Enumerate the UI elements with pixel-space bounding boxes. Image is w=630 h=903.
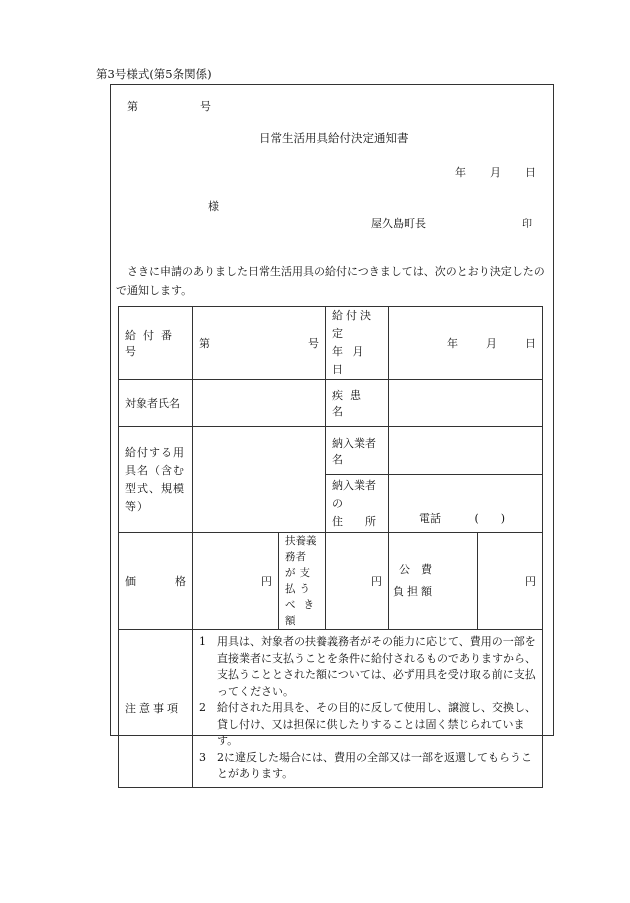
intro-text: さきに申請のありました日常生活用具の給付につきましては、次のとおり決定したので通知します。: [116, 265, 545, 297]
grant-table: [118, 306, 543, 788]
date-year: 年: [455, 166, 466, 179]
row-grant-number: [119, 307, 543, 380]
public-label: 公 費 負担額: [389, 533, 478, 630]
number-suffix: 号: [200, 100, 211, 113]
issuer-name: 屋久島町長: [371, 217, 426, 230]
number-prefix: 第: [127, 100, 138, 113]
phone-label: 電話: [419, 512, 441, 525]
notes-cell: [193, 630, 543, 788]
supplier-address-label: 納入業者の 住 所: [326, 475, 389, 533]
supplier-name-value: [389, 427, 543, 475]
disease-value: [389, 380, 543, 427]
person-name-value: [193, 380, 326, 427]
dependent-amount: 円: [326, 533, 389, 630]
grant-number-suffix: 号: [308, 337, 319, 350]
dependent-label: 扶養義務者 が支払う べき額: [279, 533, 326, 630]
person-name-label: 対象者氏名: [119, 380, 193, 427]
addressee-suffix: 様: [208, 200, 219, 213]
public-amount: 円: [478, 533, 543, 630]
supplier-address-value: [389, 475, 543, 533]
disease-label: 疾患名: [326, 380, 389, 427]
equipment-value: [193, 427, 326, 533]
note-item: 2 給付された用具を、その目的に反して使用し、譲渡し、交換し、貸し付け、又は担保に供したりすることは固く禁じられています。: [199, 701, 536, 747]
row-price: [119, 533, 543, 630]
note-item: 1 用具は、対象者の扶養義務者がその能力に応じて、費用の一部を直接業者に支払うことを条件に給付されるものでありますから、支払うこととされた額については、必ず用具を受け取る前に支払ってください。: [199, 635, 536, 698]
grant-number-label: 給付番号: [119, 307, 193, 380]
price-label: 価 格: [119, 533, 193, 630]
decision-date-cell: 年 月 日: [389, 307, 543, 380]
date-day: 日: [525, 166, 536, 179]
supplier-name-label: 納入業者名: [326, 427, 389, 475]
row-person: [119, 380, 543, 427]
note-item: 3 2に違反した場合には、費用の全部又は一部を返還してもらうことがあります。: [199, 750, 532, 780]
notes-list: [193, 630, 542, 787]
date-month: 月: [490, 166, 501, 179]
document-title: 日常生活用具給付決定通知書: [259, 131, 409, 145]
seal-mark: 印: [522, 219, 532, 230]
form-id: 第3号様式(第5条関係): [96, 67, 212, 81]
grant-number-prefix: 第: [199, 337, 210, 350]
grant-number-cell: [193, 307, 326, 380]
decision-date-label: 給付決定 年 月 日: [326, 307, 389, 380]
equipment-label: 給付する用具名（含む型式、規模等）: [119, 427, 193, 533]
notes-label: 注意事項: [119, 630, 193, 788]
row-supplier-name: [119, 427, 543, 475]
phone-parens: ( ): [474, 512, 506, 525]
row-notes: [119, 630, 543, 788]
price-value: 円: [193, 533, 279, 630]
